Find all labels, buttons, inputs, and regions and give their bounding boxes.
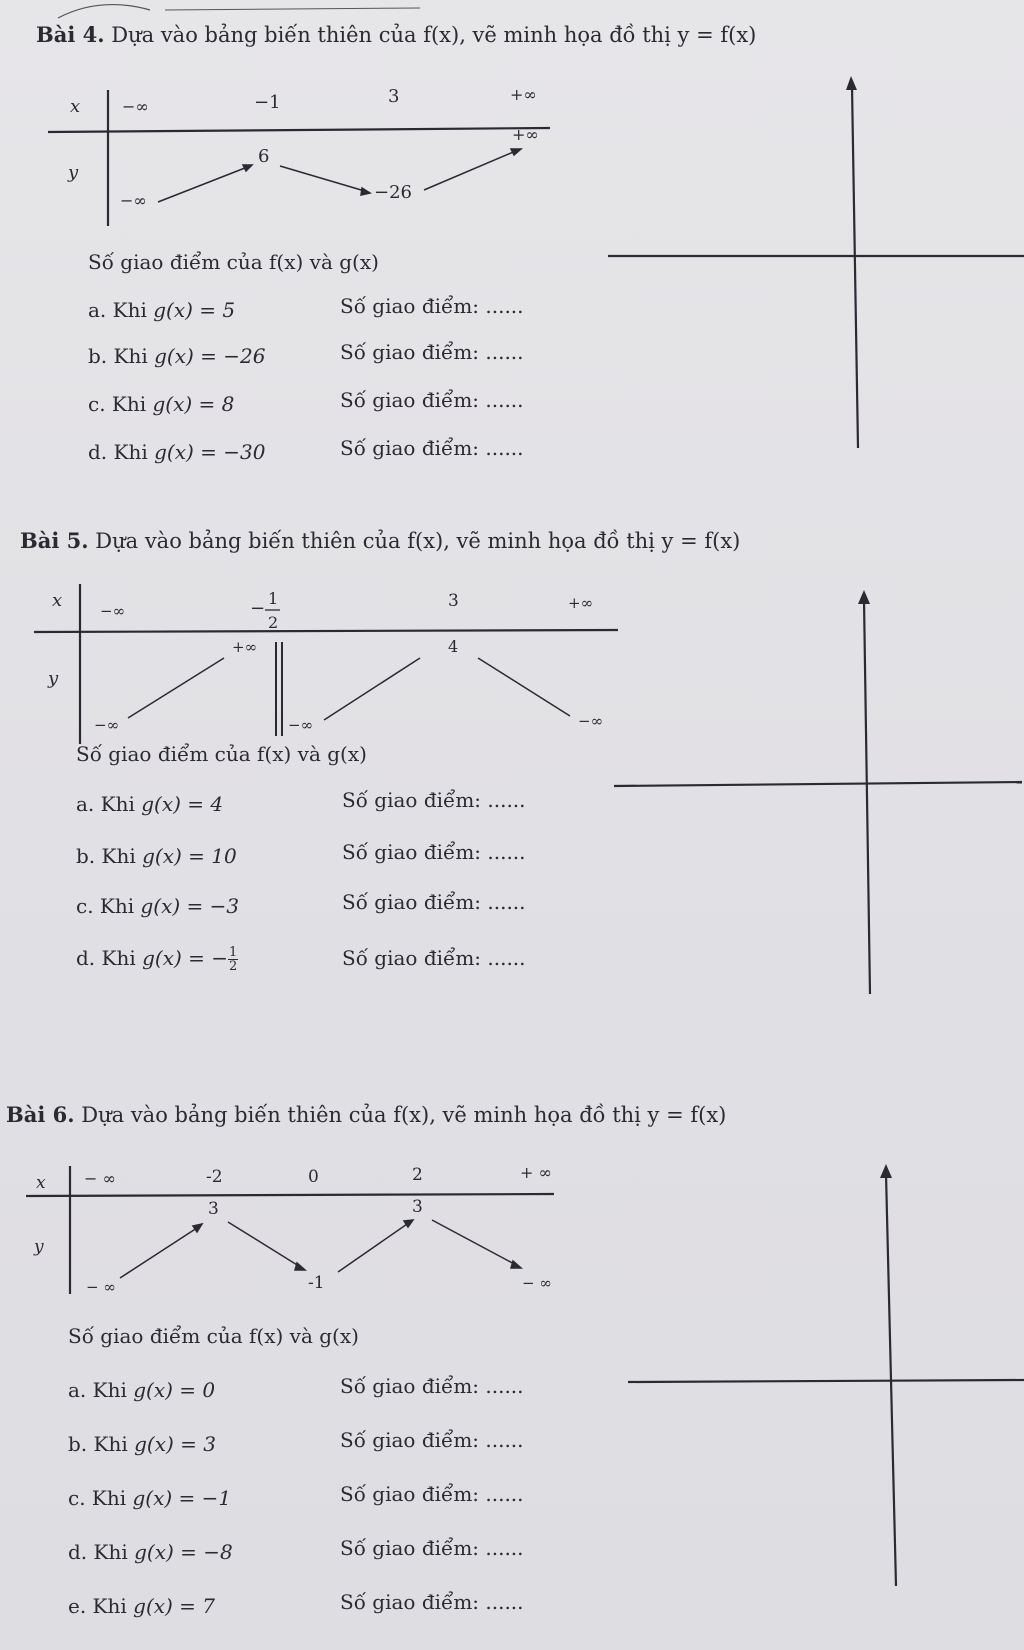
answer-blank-d[interactable]: Số giao điểm: ...... <box>340 1536 524 1560</box>
table-y-label: y <box>48 668 59 689</box>
variation-arrows <box>128 642 570 736</box>
table-x-value: + ∞ <box>520 1163 552 1182</box>
table-y-value: − ∞ <box>522 1274 552 1292</box>
exercise-6-instruction: Dựa vào bảng biến thiên của f(x), vẽ minh họa đồ thị y = f(x) <box>81 1103 727 1127</box>
table-x-label: x <box>36 1173 46 1193</box>
variation-table-6 <box>22 1154 582 1304</box>
table-y-value: − ∞ <box>86 1278 116 1296</box>
graph-axes-6[interactable] <box>620 1156 1024 1596</box>
table-x-value: − ∞ <box>84 1169 116 1188</box>
table-x-label: x <box>52 590 63 611</box>
answer-blank-b[interactable]: Số giao điểm: ...... <box>340 340 524 364</box>
answer-blank-c[interactable]: Số giao điểm: ...... <box>340 388 524 412</box>
question-b: b. Khi g(x) = 10 <box>76 844 237 868</box>
exercise-6-title <box>6 1102 726 1127</box>
question-c: c. Khi g(x) = −3 <box>76 894 240 918</box>
table-y-value: 3 <box>208 1199 219 1219</box>
table-y-label: y <box>34 1237 44 1257</box>
intersection-prompt: Số giao điểm của f(x) và g(x) <box>88 250 379 274</box>
graph-axes-5[interactable] <box>610 584 1024 1004</box>
table-y-value: 4 <box>448 637 459 656</box>
exercise-6 <box>0 1088 1024 1648</box>
table-x-value: 3 <box>448 591 459 611</box>
exercise-4 <box>0 0 1024 490</box>
svg-text:2: 2 <box>268 613 279 632</box>
answer-blank-a[interactable]: Số giao điểm: ...... <box>340 1374 524 1398</box>
question-d: d. Khi g(x) = − $\frac{1}{2}$ <box>76 945 238 974</box>
table-x-value-fraction <box>250 589 280 632</box>
table-x-label: x <box>70 96 81 117</box>
exercise-4-label: Bài 4. <box>36 22 105 47</box>
intersection-prompt: Số giao điểm của f(x) và g(x) <box>68 1324 359 1348</box>
table-x-value: 2 <box>412 1165 423 1185</box>
exercise-6-label: Bài 6. <box>6 1102 75 1127</box>
table-x-value: 0 <box>308 1167 319 1187</box>
question-e: e. Khi g(x) = 7 <box>68 1594 216 1618</box>
question-b: b. Khi g(x) = −26 <box>88 344 266 368</box>
answer-blank-a[interactable]: Số giao điểm: ...... <box>340 294 524 318</box>
svg-text:1: 1 <box>268 589 279 608</box>
variation-arrows <box>120 1220 521 1278</box>
table-x-value: −∞ <box>122 97 149 116</box>
answer-blank-b[interactable]: Số giao điểm: ...... <box>340 1428 524 1452</box>
exercise-5-instruction: Dựa vào bảng biến thiên của f(x), vẽ minh họa đồ thị y = f(x) <box>95 529 741 553</box>
svg-text:−: − <box>250 598 266 619</box>
table-x-value: −1 <box>254 92 281 113</box>
table-y-value: −∞ <box>94 716 120 734</box>
question-a: a. Khi g(x) = 4 <box>76 792 224 816</box>
intersection-prompt: Số giao điểm của f(x) và g(x) <box>76 742 367 766</box>
variation-table-4 <box>40 78 600 238</box>
answer-blank-a[interactable]: Số giao điểm: ...... <box>342 788 526 812</box>
answer-blank-b[interactable]: Số giao điểm: ...... <box>342 840 526 864</box>
answer-blank-d[interactable]: Số giao điểm: ...... <box>342 946 526 970</box>
question-d: d. Khi g(x) = −8 <box>68 1540 233 1564</box>
variation-table-5 <box>28 576 648 766</box>
table-y-value: −∞ <box>288 716 314 734</box>
question-c: c. Khi g(x) = −1 <box>68 1486 232 1510</box>
exercise-5-label: Bài 5. <box>20 528 89 553</box>
graph-axes-4[interactable] <box>600 70 1024 470</box>
y-axis-arrow-icon <box>858 590 870 604</box>
fraction: $\frac{1}{2}$ <box>229 945 238 974</box>
table-x-value: −∞ <box>100 602 126 620</box>
table-x-value: 3 <box>388 86 400 107</box>
exercise-5 <box>0 520 1024 1060</box>
table-x-value: +∞ <box>510 85 537 104</box>
y-axis-arrow-icon <box>880 1164 892 1178</box>
answer-blank-d[interactable]: Số giao điểm: ...... <box>340 436 524 460</box>
question-c: c. Khi g(x) = 8 <box>88 392 235 416</box>
exercise-4-title <box>36 22 756 47</box>
question-d: d. Khi g(x) = −30 <box>88 440 266 464</box>
answer-blank-e[interactable]: Số giao điểm: ...... <box>340 1590 524 1614</box>
table-x-value: -2 <box>206 1167 223 1187</box>
question-a: a. Khi g(x) = 0 <box>68 1378 216 1402</box>
question-b: b. Khi g(x) = 3 <box>68 1432 216 1456</box>
table-y-value: -1 <box>308 1273 325 1293</box>
y-axis-arrow-icon <box>846 76 857 90</box>
table-y-value: −∞ <box>120 191 147 210</box>
table-y-value: −∞ <box>578 712 604 730</box>
table-y-value: 3 <box>412 1197 423 1217</box>
table-y-value: −26 <box>374 182 412 203</box>
table-y-value: 6 <box>258 146 270 167</box>
question-a: a. Khi g(x) = 5 <box>88 298 236 322</box>
table-x-value: +∞ <box>568 594 594 612</box>
table-y-label: y <box>68 162 79 183</box>
exercise-5-title <box>20 528 740 553</box>
answer-blank-c[interactable]: Số giao điểm: ...... <box>340 1482 524 1506</box>
exercise-4-instruction: Dựa vào bảng biến thiên của f(x), vẽ minh họa đồ thị y = f(x) <box>111 23 757 47</box>
table-y-value: +∞ <box>232 638 258 656</box>
variation-arrows <box>158 149 521 202</box>
answer-blank-c[interactable]: Số giao điểm: ...... <box>342 890 526 914</box>
table-y-value: +∞ <box>512 125 539 144</box>
